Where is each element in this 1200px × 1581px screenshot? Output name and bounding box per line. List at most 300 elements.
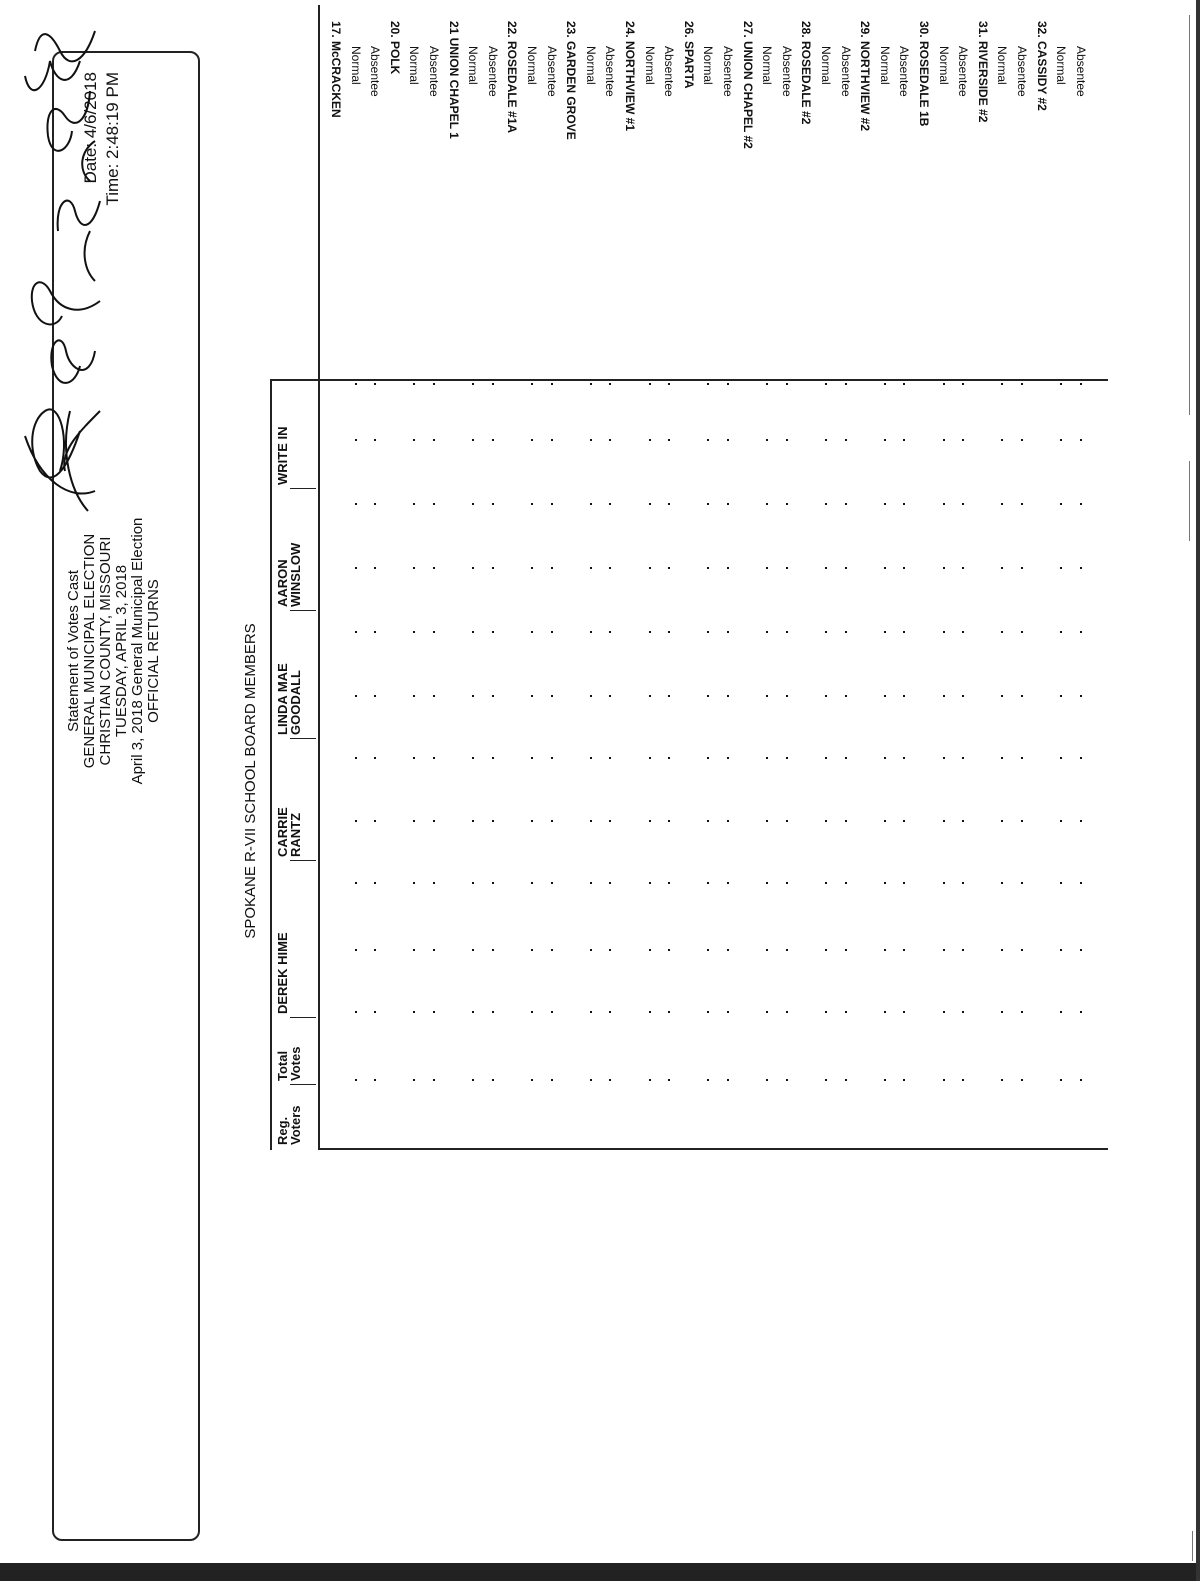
- vote-cell-dot: [609, 882, 611, 884]
- header-line: CHRISTIAN COUNTY, MISSOURI: [97, 536, 114, 766]
- vote-cell-dot: [884, 757, 886, 759]
- vote-cell-dot: [766, 695, 768, 697]
- vote-cell-dot: [825, 383, 827, 385]
- vote-cell-dot: [962, 1079, 964, 1081]
- vote-cell-dot: [1080, 1011, 1082, 1013]
- vote-cell-dot: [668, 882, 670, 884]
- vote-cell-dot: [766, 820, 768, 822]
- precinct-name: 32. CASSIDY #2: [1034, 21, 1049, 111]
- vote-cell-dot: [355, 1011, 357, 1013]
- vote-type-label: Normal: [701, 46, 716, 85]
- vote-cell-dot: [374, 882, 376, 884]
- vote-type-label: Absentee: [544, 46, 559, 97]
- column-header: [276, 1106, 302, 1146]
- vote-cell-dot: [727, 949, 729, 951]
- vote-cell-dot: [609, 949, 611, 951]
- vote-cell-dot: [472, 949, 474, 951]
- vote-cell-dot: [609, 439, 611, 441]
- vote-cell-dot: [551, 1011, 553, 1013]
- scan-mark: [1189, 15, 1190, 415]
- vote-cell-dot: [962, 631, 964, 633]
- vote-cell-dot: [707, 1079, 709, 1081]
- vote-cell-dot: [413, 695, 415, 697]
- vote-type-label: Normal: [760, 46, 775, 85]
- vote-cell-dot: [825, 757, 827, 759]
- vote-cell-dot: [355, 757, 357, 759]
- vote-cell-dot: [374, 695, 376, 697]
- vote-cell-dot: [551, 383, 553, 385]
- vote-cell-dot: [707, 631, 709, 633]
- vote-cell-dot: [531, 1011, 533, 1013]
- vote-type-label: Absentee: [427, 46, 441, 97]
- vote-cell-dot: [845, 882, 847, 884]
- vote-type-label: Absentee: [956, 46, 971, 97]
- vote-cell-dot: [590, 439, 592, 441]
- column-header-line1: DEREK HIME: [275, 932, 290, 1014]
- vote-cell-dot: [374, 1011, 376, 1013]
- vote-cell-dot: [786, 820, 788, 822]
- vote-cell-dot: [903, 383, 905, 385]
- vote-cell-dot: [609, 757, 611, 759]
- vote-cell-dot: [707, 882, 709, 884]
- vote-cell-dot: [355, 439, 357, 441]
- vote-cell-dot: [707, 383, 709, 385]
- column-header-line1: AARON: [275, 559, 290, 607]
- vote-cell-dot: [433, 949, 435, 951]
- vote-cell-dot: [727, 503, 729, 505]
- vote-cell-dot: [845, 1011, 847, 1013]
- vote-cell-dot: [943, 567, 945, 569]
- vote-cell-dot: [668, 1011, 670, 1013]
- vote-cell-dot: [531, 757, 533, 759]
- vote-cell-dot: [433, 757, 435, 759]
- vote-cell-dot: [1060, 567, 1062, 569]
- vote-cell-dot: [962, 949, 964, 951]
- scan-mark: [1189, 461, 1190, 541]
- vote-cell-dot: [962, 695, 964, 697]
- vote-cell-dot: [668, 631, 670, 633]
- scan-edge-bottom: [1196, 0, 1200, 1581]
- vote-cell-dot: [1001, 631, 1003, 633]
- vote-cell-dot: [374, 949, 376, 951]
- vote-cell-dot: [766, 1079, 768, 1081]
- vote-cell-dot: [531, 820, 533, 822]
- vote-cell-dot: [707, 695, 709, 697]
- vote-cell-dot: [1001, 383, 1003, 385]
- column-header-line2: RANTZ: [288, 812, 303, 857]
- vote-cell-dot: [825, 1011, 827, 1013]
- vote-cell-dot: [962, 503, 964, 505]
- vote-cell-dot: [433, 1079, 435, 1081]
- vote-cell-dot: [943, 820, 945, 822]
- vote-cell-dot: [531, 1079, 533, 1081]
- vote-cell-dot: [472, 503, 474, 505]
- vote-cell-dot: [1001, 695, 1003, 697]
- vote-cell-dot: [727, 383, 729, 385]
- vote-cell-dot: [1021, 1011, 1023, 1013]
- vote-cell-dot: [884, 503, 886, 505]
- vote-cell-dot: [845, 949, 847, 951]
- vote-cell-dot: [355, 567, 357, 569]
- column-header: [276, 1047, 302, 1081]
- vote-cell-dot: [962, 882, 964, 884]
- vote-cell-dot: [1060, 695, 1062, 697]
- vote-cell-dot: [943, 631, 945, 633]
- vote-type-label: Absentee: [779, 46, 794, 97]
- vote-cell-dot: [433, 820, 435, 822]
- vote-cell-dot: [355, 383, 357, 385]
- vote-cell-dot: [551, 567, 553, 569]
- vote-cell-dot: [727, 567, 729, 569]
- table-right-rule: [270, 379, 1108, 381]
- vote-cell-dot: [668, 695, 670, 697]
- vote-cell-dot: [1001, 882, 1003, 884]
- vote-cell-dot: [531, 631, 533, 633]
- vote-cell-dot: [413, 439, 415, 441]
- vote-cell-dot: [374, 631, 376, 633]
- vote-cell-dot: [551, 631, 553, 633]
- column-separator: [290, 860, 316, 861]
- vote-cell-dot: [668, 757, 670, 759]
- vote-cell-dot: [766, 567, 768, 569]
- vote-cell-dot: [374, 757, 376, 759]
- vote-cell-dot: [1080, 949, 1082, 951]
- vote-type-label: Normal: [407, 46, 422, 85]
- vote-cell-dot: [609, 503, 611, 505]
- vote-cell-dot: [472, 567, 474, 569]
- vote-cell-dot: [1080, 383, 1082, 385]
- vote-cell-dot: [845, 439, 847, 441]
- vote-cell-dot: [355, 631, 357, 633]
- vote-cell-dot: [1060, 949, 1062, 951]
- column-header: [276, 427, 289, 486]
- vote-cell-dot: [472, 757, 474, 759]
- vote-cell-dot: [903, 949, 905, 951]
- vote-cell-dot: [903, 820, 905, 822]
- vote-cell-dot: [707, 439, 709, 441]
- vote-cell-dot: [1060, 757, 1062, 759]
- column-header-line2: GOODALL: [288, 670, 303, 735]
- vote-cell-dot: [884, 695, 886, 697]
- vote-cell-dot: [355, 503, 357, 505]
- report-date: Date: 4/6/2018: [81, 72, 100, 184]
- vote-cell-dot: [590, 949, 592, 951]
- vote-cell-dot: [1060, 882, 1062, 884]
- precinct-name: 27. UNION CHAPEL #2: [740, 21, 755, 149]
- vote-cell-dot: [825, 567, 827, 569]
- vote-type-label: Normal: [936, 46, 951, 85]
- vote-cell-dot: [1021, 631, 1023, 633]
- vote-cell-dot: [668, 567, 670, 569]
- vote-cell-dot: [668, 1079, 670, 1081]
- vote-cell-dot: [649, 695, 651, 697]
- vote-cell-dot: [433, 1011, 435, 1013]
- vote-cell-dot: [413, 567, 415, 569]
- vote-cell-dot: [707, 567, 709, 569]
- scan-edge: [0, 1563, 1200, 1581]
- vote-cell-dot: [649, 503, 651, 505]
- vote-cell-dot: [551, 757, 553, 759]
- vote-cell-dot: [374, 567, 376, 569]
- vote-cell-dot: [903, 631, 905, 633]
- vote-cell-dot: [472, 695, 474, 697]
- vote-cell-dot: [355, 695, 357, 697]
- vote-cell-dot: [845, 567, 847, 569]
- vote-cell-dot: [786, 757, 788, 759]
- vote-cell-dot: [766, 1011, 768, 1013]
- vote-cell-dot: [707, 1011, 709, 1013]
- table-top-rule: [270, 380, 272, 1150]
- vote-cell-dot: [884, 383, 886, 385]
- vote-cell-dot: [649, 820, 651, 822]
- vote-cell-dot: [649, 949, 651, 951]
- vote-cell-dot: [786, 503, 788, 505]
- precinct-name: 20. POLK: [387, 21, 402, 75]
- vote-cell-dot: [825, 631, 827, 633]
- vote-cell-dot: [1021, 567, 1023, 569]
- column-header-line1: Reg.: [275, 1116, 290, 1145]
- vote-cell-dot: [1080, 503, 1082, 505]
- vote-type-label: Normal: [348, 46, 363, 85]
- vote-cell-dot: [668, 503, 670, 505]
- vote-cell-dot: [884, 1011, 886, 1013]
- vote-cell-dot: [531, 503, 533, 505]
- vote-cell-dot: [609, 631, 611, 633]
- vote-cell-dot: [707, 949, 709, 951]
- vote-cell-dot: [374, 1079, 376, 1081]
- vote-cell-dot: [472, 1079, 474, 1081]
- vote-cell-dot: [551, 439, 553, 441]
- vote-cell-dot: [903, 503, 905, 505]
- vote-cell-dot: [884, 1079, 886, 1081]
- precinct-name: 28. ROSEDALE #2: [799, 21, 814, 125]
- vote-cell-dot: [1060, 631, 1062, 633]
- vote-cell-dot: [472, 631, 474, 633]
- column-header-line1: Total: [275, 1050, 290, 1081]
- column-header: [276, 663, 302, 735]
- vote-cell-dot: [590, 695, 592, 697]
- vote-cell-dot: [433, 631, 435, 633]
- vote-cell-dot: [845, 820, 847, 822]
- race-title: SPOKANE R-VII SCHOOL BOARD MEMBERS: [242, 623, 259, 939]
- vote-cell-dot: [531, 882, 533, 884]
- vote-cell-dot: [649, 631, 651, 633]
- vote-cell-dot: [492, 567, 494, 569]
- vote-cell-dot: [492, 949, 494, 951]
- column-header-line2: WINSLOW: [288, 542, 303, 607]
- vote-cell-dot: [531, 949, 533, 951]
- vote-cell-dot: [1001, 439, 1003, 441]
- vote-cell-dot: [727, 1011, 729, 1013]
- vote-cell-dot: [786, 1011, 788, 1013]
- vote-cell-dot: [668, 439, 670, 441]
- vote-cell-dot: [845, 631, 847, 633]
- column-separator: [290, 1084, 316, 1085]
- vote-cell-dot: [590, 503, 592, 505]
- vote-type-label: Normal: [583, 46, 598, 85]
- vote-cell-dot: [649, 383, 651, 385]
- vote-cell-dot: [413, 383, 415, 385]
- vote-cell-dot: [884, 567, 886, 569]
- vote-cell-dot: [492, 695, 494, 697]
- vote-cell-dot: [609, 383, 611, 385]
- vote-cell-dot: [649, 1079, 651, 1081]
- vote-cell-dot: [707, 503, 709, 505]
- vote-cell-dot: [413, 1011, 415, 1013]
- vote-cell-dot: [472, 1011, 474, 1013]
- vote-cell-dot: [766, 882, 768, 884]
- vote-cell-dot: [413, 949, 415, 951]
- vote-cell-dot: [766, 383, 768, 385]
- vote-cell-dot: [472, 439, 474, 441]
- vote-cell-dot: [355, 882, 357, 884]
- vote-cell-dot: [551, 1079, 553, 1081]
- vote-cell-dot: [727, 882, 729, 884]
- header-line: OFFICIAL RETURNS: [145, 579, 162, 723]
- vote-cell-dot: [1060, 820, 1062, 822]
- vote-cell-dot: [355, 1079, 357, 1081]
- vote-cell-dot: [590, 1079, 592, 1081]
- vote-cell-dot: [492, 757, 494, 759]
- vote-cell-dot: [1021, 1079, 1023, 1081]
- vote-cell-dot: [825, 695, 827, 697]
- vote-cell-dot: [590, 1011, 592, 1013]
- vote-type-label: Normal: [1054, 46, 1069, 85]
- vote-cell-dot: [531, 439, 533, 441]
- vote-cell-dot: [1080, 439, 1082, 441]
- vote-type-label: Normal: [525, 46, 539, 85]
- vote-type-label: Absentee: [838, 46, 853, 97]
- column-header: [276, 932, 289, 1014]
- vote-cell-dot: [492, 383, 494, 385]
- vote-cell-dot: [825, 820, 827, 822]
- vote-cell-dot: [845, 503, 847, 505]
- column-header: [276, 543, 302, 607]
- vote-cell-dot: [727, 695, 729, 697]
- vote-cell-dot: [668, 820, 670, 822]
- vote-cell-dot: [1080, 757, 1082, 759]
- vote-type-label: Normal: [642, 46, 657, 85]
- vote-cell-dot: [551, 503, 553, 505]
- vote-cell-dot: [845, 757, 847, 759]
- header-line: Statement of Votes Cast: [65, 570, 82, 732]
- vote-cell-dot: [649, 1011, 651, 1013]
- vote-cell-dot: [1080, 631, 1082, 633]
- vote-cell-dot: [962, 1011, 964, 1013]
- header-line: TUESDAY, APRIL 3, 2018: [113, 564, 130, 738]
- vote-type-label: Absentee: [1073, 46, 1088, 97]
- vote-cell-dot: [786, 695, 788, 697]
- vote-cell-dot: [492, 439, 494, 441]
- vote-cell-dot: [590, 567, 592, 569]
- precinct-name: 24. NORTHVIEW #1: [623, 21, 637, 132]
- column-separator: [290, 488, 316, 489]
- vote-cell-dot: [1080, 567, 1082, 569]
- vote-cell-dot: [1060, 503, 1062, 505]
- vote-cell-dot: [1001, 1079, 1003, 1081]
- vote-cell-dot: [374, 503, 376, 505]
- vote-cell-dot: [355, 949, 357, 951]
- vote-cell-dot: [903, 439, 905, 441]
- vote-cell-dot: [609, 1011, 611, 1013]
- vote-cell-dot: [903, 695, 905, 697]
- signature: [0, 0, 110, 531]
- vote-cell-dot: [884, 820, 886, 822]
- vote-cell-dot: [590, 631, 592, 633]
- vote-cell-dot: [786, 439, 788, 441]
- vote-cell-dot: [649, 882, 651, 884]
- vote-cell-dot: [413, 631, 415, 633]
- precinct-name: 23. GARDEN GROVE: [564, 21, 579, 140]
- vote-cell-dot: [727, 757, 729, 759]
- vote-cell-dot: [962, 820, 964, 822]
- vote-cell-dot: [374, 820, 376, 822]
- vote-cell-dot: [943, 882, 945, 884]
- vote-type-label: Absentee: [603, 46, 618, 97]
- vote-cell-dot: [766, 949, 768, 951]
- vote-cell-dot: [962, 757, 964, 759]
- vote-cell-dot: [492, 1011, 494, 1013]
- vote-cell-dot: [590, 383, 592, 385]
- vote-cell-dot: [668, 383, 670, 385]
- table-left-rule: [318, 1148, 1108, 1150]
- vote-cell-dot: [1001, 1011, 1003, 1013]
- vote-cell-dot: [1021, 439, 1023, 441]
- vote-cell-dot: [1021, 820, 1023, 822]
- vote-cell-dot: [355, 820, 357, 822]
- vote-type-label: Normal: [995, 46, 1010, 85]
- vote-cell-dot: [903, 757, 905, 759]
- vote-cell-dot: [943, 757, 945, 759]
- header-line: April 3, 2018 General Municipal Election: [129, 517, 146, 785]
- vote-cell-dot: [903, 1079, 905, 1081]
- vote-cell-dot: [884, 949, 886, 951]
- vote-cell-dot: [492, 1079, 494, 1081]
- vote-cell-dot: [433, 503, 435, 505]
- vote-cell-dot: [433, 882, 435, 884]
- vote-cell-dot: [727, 1079, 729, 1081]
- vote-cell-dot: [433, 439, 435, 441]
- vote-cell-dot: [727, 439, 729, 441]
- vote-cell-dot: [1021, 695, 1023, 697]
- vote-cell-dot: [551, 882, 553, 884]
- vote-cell-dot: [1021, 383, 1023, 385]
- vote-cell-dot: [884, 631, 886, 633]
- precinct-name: 30. ROSEDALE 1B: [917, 21, 931, 127]
- vote-cell-dot: [786, 631, 788, 633]
- vote-cell-dot: [1021, 949, 1023, 951]
- precinct-name: 22. ROSEDALE #1A: [505, 21, 520, 134]
- vote-cell-dot: [472, 383, 474, 385]
- vote-cell-dot: [707, 820, 709, 822]
- vote-cell-dot: [786, 567, 788, 569]
- vote-cell-dot: [1060, 439, 1062, 441]
- vote-cell-dot: [943, 949, 945, 951]
- vote-cell-dot: [1060, 1011, 1062, 1013]
- vote-cell-dot: [413, 820, 415, 822]
- precinct-name: 17. McCRACKEN: [329, 21, 343, 118]
- precinct-name: 31. RIVERSIDE #2: [975, 21, 990, 123]
- vote-cell-dot: [766, 631, 768, 633]
- vote-cell-dot: [1021, 503, 1023, 505]
- vote-type-label: Absentee: [662, 46, 677, 97]
- column-header-line1: LINDA MAE: [275, 663, 290, 735]
- vote-cell-dot: [786, 1079, 788, 1081]
- column-header-line2: Votes: [288, 1046, 303, 1081]
- vote-cell-dot: [374, 439, 376, 441]
- vote-cell-dot: [903, 882, 905, 884]
- vote-cell-dot: [727, 631, 729, 633]
